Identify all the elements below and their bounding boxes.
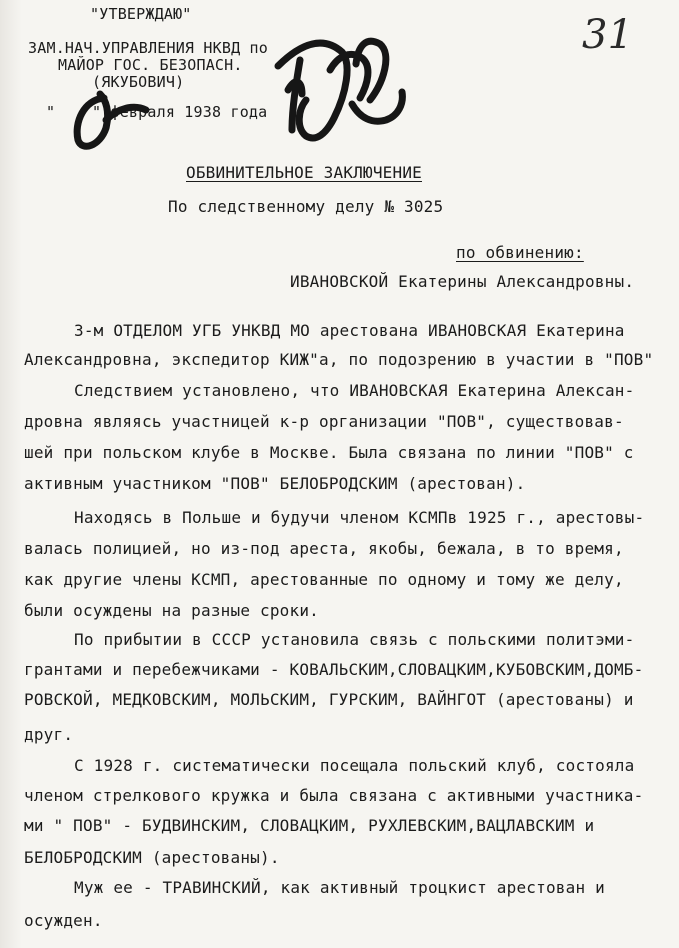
body-line: шей при польском клубе в Москве. Была связана по линии "ПОВ" с [24, 443, 634, 462]
case-number-line: По следственному делу № 3025 [168, 197, 444, 216]
body-line: членом стрелкового кружка и была связана с активными участника- [24, 786, 644, 805]
charge-label: по обвинению: [456, 243, 584, 262]
approval-title: "УТВЕРЖДАЮ" [90, 5, 192, 23]
body-line: РОВСКОЙ, МЕДКОВСКИМ, МОЛЬСКИМ, ГУРСКИМ, ВАЙНГОТ (арестованы) и [24, 690, 634, 709]
document-title: ОБВИНИТЕЛЬНОЕ ЗАКЛЮЧЕНИЕ [186, 163, 422, 182]
approval-position-line-1: ЗАМ.НАЧ.УПРАВЛЕНИЯ НКВД по [28, 39, 268, 57]
body-line: С 1928 г. систематически посещала польский клуб, состояла [74, 756, 635, 775]
approval-date: " февраля 1938 года [92, 103, 268, 121]
approval-name: (ЯКУБОВИЧ) [92, 73, 185, 91]
approval-date-open: " [46, 103, 56, 121]
body-line: ми " ПОВ" - БУДВИНСКИМ, СЛОВАЦКИМ, РУХЛЕВСКИМ,ВАЦЛАВСКИМ и [24, 816, 595, 835]
body-line: как другие члены КСМП, арестованные по одному и тому же делу, [24, 570, 624, 589]
body-line: Следствием установлено, что ИВАНОВСКАЯ Екатерина Алексан- [74, 381, 635, 400]
body-line: Муж ее - ТРАВИНСКИЙ, как активный троцкист арестован и [74, 878, 605, 897]
body-line: друг. [24, 725, 74, 744]
body-line: активным участником "ПОВ" БЕЛОБРОДСКИМ (арестован). [24, 474, 526, 493]
body-line: БЕЛОБРОДСКИМ (арестованы). [24, 848, 280, 867]
body-line: 3-м ОТДЕЛОМ УГБ УНКВД МО арестована ИВАНОВСКАЯ Екатерина [74, 321, 625, 340]
body-line: По прибытии в СССР установила связь с польскими политэми- [74, 630, 635, 649]
approval-position-line-2: МАЙОР ГОС. БЕЗОПАСН. [58, 56, 243, 74]
body-line: дровна являясь участницей к-р организации "ПОВ", существовав- [24, 412, 624, 431]
body-line: Находясь в Польше и будучи членом КСМПв 1925 г., арестовы- [74, 508, 645, 527]
body-line: Александровна, экспедитор КИЖ"а, по подозрению в участии в "ПОВ" [24, 350, 654, 369]
body-line: были осуждены на разные сроки. [24, 601, 319, 620]
body-line: грантами и перебежчиками - КОВАЛЬСКИМ,СЛОВАЦКИМ,КУБОВСКИМ,ДОМБ- [24, 660, 644, 679]
accused-name: ИВАНОВСКОЙ Екатерины Александровны. [290, 272, 635, 291]
body-line: валась полицией, но из-под ареста, якобы, бежала, в то время, [24, 539, 624, 558]
body-line: осужден. [24, 911, 103, 930]
folio-mark: 31 [582, 12, 634, 58]
